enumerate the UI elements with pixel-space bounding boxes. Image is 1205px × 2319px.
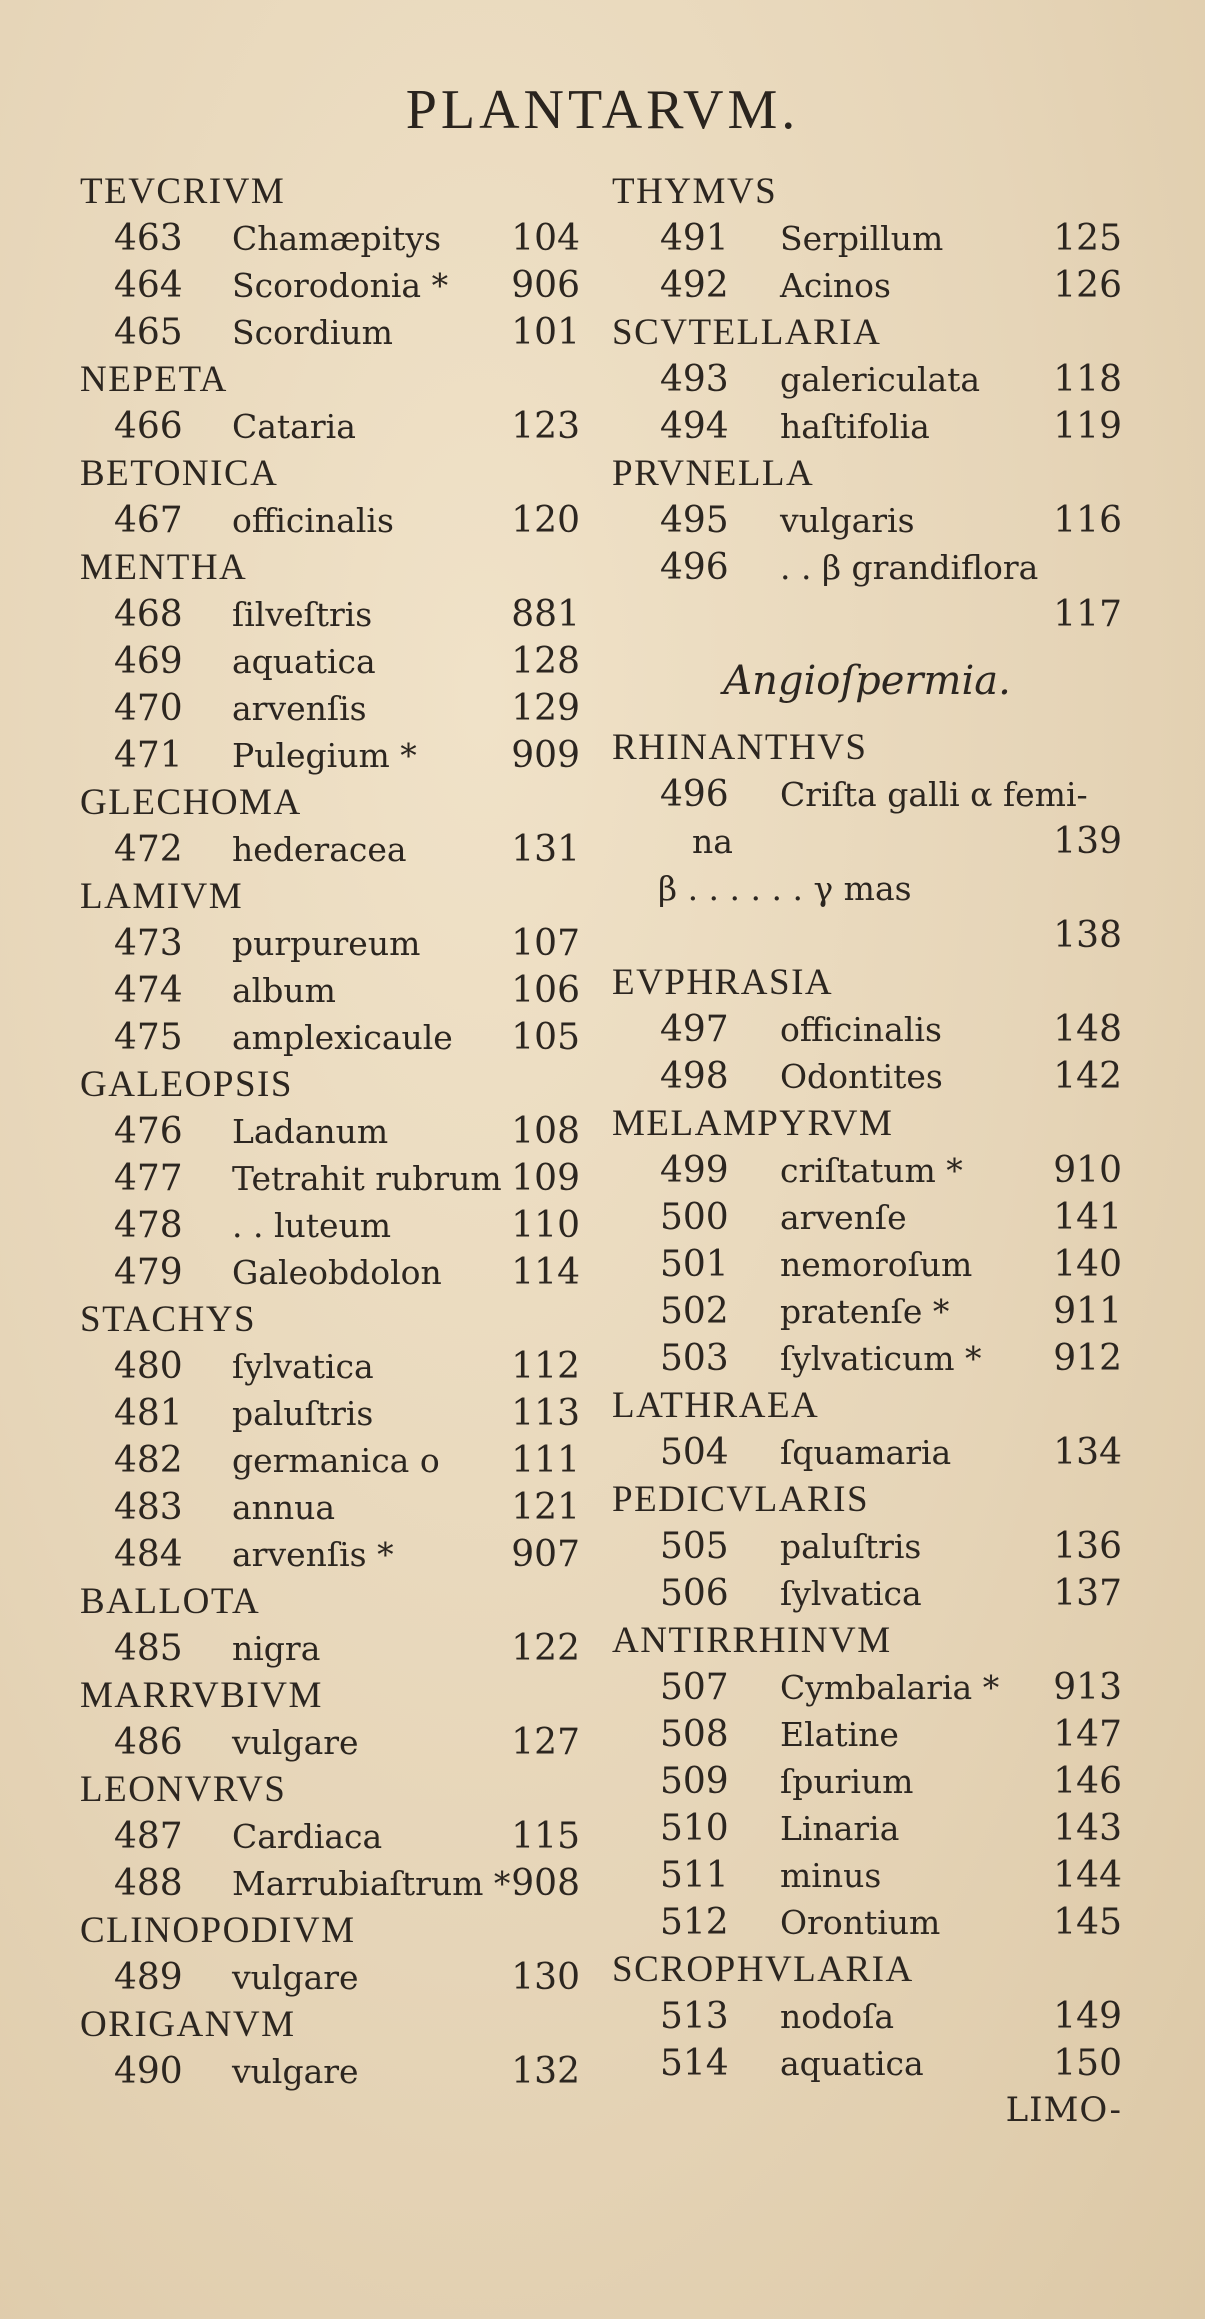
species-number: 465 — [114, 312, 183, 353]
species-number: 514 — [660, 2043, 729, 2084]
species-number: 506 — [660, 1573, 729, 1614]
species-entry — [80, 1014, 580, 1061]
species-number: 480 — [114, 1346, 183, 1387]
species-name: minus — [780, 1856, 882, 1895]
left-column — [80, 168, 580, 2095]
species-entry — [80, 403, 580, 450]
species-name: arvenſis * — [232, 1535, 394, 1574]
species-name: ſilveſtris — [232, 595, 373, 634]
species-number: 491 — [660, 218, 729, 259]
page-reference: 909 — [511, 735, 580, 776]
page-reference: 142 — [1053, 1056, 1122, 1097]
page-reference: 150 — [1053, 2043, 1122, 2084]
species-name: Chamæpitys — [232, 219, 442, 258]
page-reference: 881 — [511, 594, 580, 635]
species-name: amplexicaule — [232, 1018, 453, 1057]
genus-heading: MELAMPYRVM — [612, 1103, 894, 1144]
species-number: 509 — [660, 1761, 729, 1802]
species-entry — [80, 1155, 580, 1202]
species-entry — [80, 638, 580, 685]
species-number: 495 — [660, 500, 729, 541]
genus-heading: STACHYS — [80, 1299, 257, 1340]
species-name: vulgaris — [780, 501, 915, 540]
species-name: criſtatum * — [780, 1151, 963, 1190]
species-entry — [612, 1335, 1122, 1382]
continuation-line — [612, 591, 1122, 638]
species-entry — [80, 497, 580, 544]
species-number: 502 — [660, 1291, 729, 1332]
species-entry — [80, 591, 580, 638]
species-number: 501 — [660, 1244, 729, 1285]
species-entry — [80, 920, 580, 967]
species-name: album — [232, 971, 336, 1010]
page-reference: 108 — [511, 1111, 580, 1152]
species-entry — [612, 215, 1122, 262]
species-name: Acinos — [780, 266, 891, 305]
species-entry — [612, 1993, 1122, 2040]
page-reference: 910 — [1053, 1150, 1122, 1191]
species-name: nodoſa — [780, 1997, 895, 2036]
species-entry — [80, 1437, 580, 1484]
species-name: germanica o — [232, 1441, 440, 1480]
species-name: officinalis — [780, 1010, 942, 1049]
species-number: 475 — [114, 1017, 183, 1058]
species-number: 500 — [660, 1197, 729, 1238]
page-reference: 127 — [511, 1722, 580, 1763]
species-name: paluſtris — [780, 1527, 922, 1566]
genus-heading: LAMIVM — [80, 876, 244, 917]
species-name: Criſta galli α femi- — [780, 775, 1088, 814]
genus-heading: CLINOPODIVM — [80, 1910, 356, 1951]
species-number: 476 — [114, 1111, 183, 1152]
genus-heading: TEVCRIVM — [80, 171, 286, 212]
species-name: Galeobdolon — [232, 1253, 442, 1292]
species-name: Cardiaca — [232, 1817, 383, 1856]
species-entry — [612, 1899, 1122, 1946]
species-entry — [80, 1625, 580, 1672]
catchword-line — [612, 2087, 1122, 2134]
continuation-line — [612, 912, 1122, 959]
continuation-text: β . . . . . . γ mas — [658, 869, 912, 908]
page-reference: 908 — [511, 1863, 580, 1904]
species-name: purpureum — [232, 924, 421, 963]
species-name: Tetrahit rubrum — [232, 1159, 502, 1198]
species-entry — [612, 1147, 1122, 1194]
species-entry — [80, 1954, 580, 2001]
page-reference: 115 — [511, 1816, 580, 1857]
page-reference: 144 — [1053, 1855, 1122, 1896]
species-name: ſylvaticum * — [780, 1339, 982, 1378]
continuation-text: na — [692, 822, 733, 861]
species-number: 486 — [114, 1722, 183, 1763]
species-entry — [612, 544, 1122, 591]
page-reference: 112 — [511, 1346, 580, 1387]
species-number: 466 — [114, 406, 183, 447]
species-name: aquatica — [232, 642, 376, 681]
species-number: 483 — [114, 1487, 183, 1528]
page-reference: 120 — [511, 500, 580, 541]
page-reference: 123 — [511, 406, 580, 447]
species-number: 485 — [114, 1628, 183, 1669]
page-reference: 107 — [511, 923, 580, 964]
continuation-line — [612, 818, 1122, 865]
species-name: Pulegium * — [232, 736, 417, 775]
species-number: 477 — [114, 1158, 183, 1199]
species-number: 488 — [114, 1863, 183, 1904]
genus-heading: GALEOPSIS — [80, 1064, 293, 1105]
page-reference: 136 — [1053, 1526, 1122, 1567]
genus-heading: BALLOTA — [80, 1581, 261, 1622]
species-entry — [80, 2048, 580, 2095]
species-name: Orontium — [780, 1903, 941, 1942]
species-entry — [612, 1053, 1122, 1100]
page-reference: 109 — [511, 1158, 580, 1199]
page-reference: 148 — [1053, 1009, 1122, 1050]
genus-heading: MARRVBIVM — [80, 1675, 323, 1716]
species-entry — [612, 1194, 1122, 1241]
species-name: vulgare — [232, 1958, 359, 1997]
genus-heading: PEDICVLARIS — [612, 1479, 870, 1520]
species-entry — [612, 771, 1122, 818]
page-reference: 911 — [1053, 1291, 1122, 1332]
species-number: 468 — [114, 594, 183, 635]
species-name: ſquamaria — [780, 1433, 952, 1472]
species-name: paluſtris — [232, 1394, 374, 1433]
species-number: 503 — [660, 1338, 729, 1379]
species-name: Marrubiaſtrum * — [232, 1864, 511, 1903]
page-reference: 113 — [511, 1393, 580, 1434]
page-reference: 104 — [511, 218, 580, 259]
species-number: 498 — [660, 1056, 729, 1097]
species-entry — [612, 497, 1122, 544]
page-reference: 118 — [1053, 359, 1122, 400]
species-number: 513 — [660, 1996, 729, 2037]
species-entry — [80, 1108, 580, 1155]
genus-heading: RHINANTHVS — [612, 727, 868, 768]
species-number: 492 — [660, 265, 729, 306]
page-reference: 138 — [1053, 915, 1122, 956]
species-entry — [612, 1711, 1122, 1758]
species-name: Cymbalaria * — [780, 1668, 1000, 1707]
species-name: Elatine — [780, 1715, 899, 1754]
species-entry — [80, 732, 580, 779]
page-reference: 122 — [511, 1628, 580, 1669]
page-reference: 912 — [1053, 1338, 1122, 1379]
genus-heading: ORIGANVM — [80, 2004, 296, 2045]
species-name: arvenſis — [232, 689, 367, 728]
species-entry — [80, 1719, 580, 1766]
page-reference: 145 — [1053, 1902, 1122, 1943]
page-reference: 146 — [1053, 1761, 1122, 1802]
page-reference: 114 — [511, 1252, 580, 1293]
species-entry — [612, 1570, 1122, 1617]
species-entry — [612, 1288, 1122, 1335]
species-entry — [80, 1390, 580, 1437]
species-number: 484 — [114, 1534, 183, 1575]
species-name: hederacea — [232, 830, 407, 869]
species-name: arvenſe — [780, 1198, 907, 1237]
page-reference: 141 — [1053, 1197, 1122, 1238]
species-number: 499 — [660, 1150, 729, 1191]
continuation-line — [612, 865, 1122, 912]
section-heading: Angioſpermia. — [723, 658, 1011, 704]
species-number: 473 — [114, 923, 183, 964]
species-number: 487 — [114, 1816, 183, 1857]
species-number: 505 — [660, 1526, 729, 1567]
right-column — [612, 168, 1122, 2134]
genus-heading: SCROPHVLARIA — [612, 1949, 914, 1990]
species-number: 481 — [114, 1393, 183, 1434]
species-name: ſylvatica — [232, 1347, 374, 1386]
genus-heading: NEPETA — [80, 359, 228, 400]
page-reference: 907 — [511, 1534, 580, 1575]
page-reference: 117 — [1053, 594, 1122, 635]
page-reference: 125 — [1053, 218, 1122, 259]
species-entry — [612, 1429, 1122, 1476]
species-name: Scorodonia * — [232, 266, 449, 305]
page-reference: 140 — [1053, 1244, 1122, 1285]
page-reference: 147 — [1053, 1714, 1122, 1755]
species-entry — [80, 826, 580, 873]
page-reference: 119 — [1053, 406, 1122, 447]
page-reference: 143 — [1053, 1808, 1122, 1849]
species-number: 479 — [114, 1252, 183, 1293]
page-reference: 130 — [511, 1957, 580, 1998]
page-reference: 131 — [511, 829, 580, 870]
species-entry — [80, 1531, 580, 1578]
species-number: 496 — [660, 547, 729, 588]
species-entry — [612, 1805, 1122, 1852]
species-entry — [80, 685, 580, 732]
species-number: 512 — [660, 1902, 729, 1943]
species-entry — [80, 1343, 580, 1390]
genus-heading: LATHRAEA — [612, 1385, 820, 1426]
species-name: pratenſe * — [780, 1292, 950, 1331]
genus-heading: ANTIRRHINVM — [612, 1620, 892, 1661]
species-entry — [612, 1852, 1122, 1899]
species-number: 482 — [114, 1440, 183, 1481]
species-number: 508 — [660, 1714, 729, 1755]
page-reference: 126 — [1053, 265, 1122, 306]
species-entry — [612, 1241, 1122, 1288]
species-entry — [612, 262, 1122, 309]
page-reference: 132 — [511, 2051, 580, 2092]
species-name: Odontites — [780, 1057, 943, 1096]
species-number: 464 — [114, 265, 183, 306]
species-number: 467 — [114, 500, 183, 541]
species-number: 471 — [114, 735, 183, 776]
genus-heading: MENTHA — [80, 547, 248, 588]
genus-heading: SCVTELLARIA — [612, 312, 882, 353]
species-entry — [80, 262, 580, 309]
species-entry — [80, 1249, 580, 1296]
species-name: Cataria — [232, 407, 356, 446]
species-number: 469 — [114, 641, 183, 682]
species-number: 474 — [114, 970, 183, 1011]
species-name: . . luteum — [232, 1206, 392, 1245]
page-reference: 121 — [511, 1487, 580, 1528]
species-name: galericulata — [780, 360, 981, 399]
species-name: nemoroſum — [780, 1245, 973, 1284]
genus-heading: PRVNELLA — [612, 453, 815, 494]
species-number: 489 — [114, 1957, 183, 1998]
species-number: 470 — [114, 688, 183, 729]
page-reference: 106 — [511, 970, 580, 1011]
species-entry — [80, 1860, 580, 1907]
species-number: 496 — [660, 774, 729, 815]
species-name: aquatica — [780, 2044, 924, 2083]
page-reference: 906 — [511, 265, 580, 306]
catchword: LIMO- — [1005, 2090, 1122, 2130]
species-entry — [612, 403, 1122, 450]
species-number: 463 — [114, 218, 183, 259]
page-reference: 116 — [1053, 500, 1122, 541]
page-reference: 128 — [511, 641, 580, 682]
page-reference: 101 — [511, 312, 580, 353]
species-name: . . β grandiflora — [780, 548, 1039, 587]
species-number: 493 — [660, 359, 729, 400]
species-number: 511 — [660, 1855, 729, 1896]
species-number: 490 — [114, 2051, 183, 2092]
species-entry — [612, 1758, 1122, 1805]
species-entry — [80, 1813, 580, 1860]
species-number: 510 — [660, 1808, 729, 1849]
page-reference: 110 — [511, 1205, 580, 1246]
species-name: Scordium — [232, 313, 393, 352]
species-number: 507 — [660, 1667, 729, 1708]
genus-heading: THYMVS — [612, 171, 778, 212]
page-reference: 137 — [1053, 1573, 1122, 1614]
species-entry — [612, 2040, 1122, 2087]
species-number: 472 — [114, 829, 183, 870]
species-name: Linaria — [780, 1809, 900, 1848]
genus-heading: GLECHOMA — [80, 782, 302, 823]
page-reference: 139 — [1053, 821, 1122, 862]
genus-heading: BETONICA — [80, 453, 279, 494]
species-number: 504 — [660, 1432, 729, 1473]
species-name: Ladanum — [232, 1112, 389, 1151]
species-name: vulgare — [232, 1723, 359, 1762]
species-entry — [612, 1664, 1122, 1711]
genus-heading: EVPHRASIA — [612, 962, 834, 1003]
species-number: 497 — [660, 1009, 729, 1050]
species-number: 478 — [114, 1205, 183, 1246]
species-entry — [80, 1202, 580, 1249]
page-reference: 129 — [511, 688, 580, 729]
species-name: annua — [232, 1488, 336, 1527]
page-reference: 149 — [1053, 1996, 1122, 2037]
species-name: officinalis — [232, 501, 394, 540]
species-entry — [612, 356, 1122, 403]
species-name: nigra — [232, 1629, 321, 1668]
page-reference: 134 — [1053, 1432, 1122, 1473]
genus-heading: LEONVRVS — [80, 1769, 287, 1810]
page-title: PLANTARVM. — [405, 79, 800, 141]
species-entry — [80, 309, 580, 356]
species-name: Serpillum — [780, 219, 944, 258]
species-name: ſpurium — [780, 1762, 914, 1801]
species-entry — [80, 967, 580, 1014]
species-name: ſylvatica — [780, 1574, 922, 1613]
species-name: vulgare — [232, 2052, 359, 2091]
page-reference: 913 — [1053, 1667, 1122, 1708]
species-name: haſtifolia — [780, 407, 930, 446]
page-reference: 105 — [511, 1017, 580, 1058]
species-entry — [612, 1523, 1122, 1570]
species-entry — [80, 1484, 580, 1531]
page-reference: 111 — [511, 1440, 580, 1481]
species-entry — [80, 215, 580, 262]
species-number: 494 — [660, 406, 729, 447]
species-entry — [612, 1006, 1122, 1053]
